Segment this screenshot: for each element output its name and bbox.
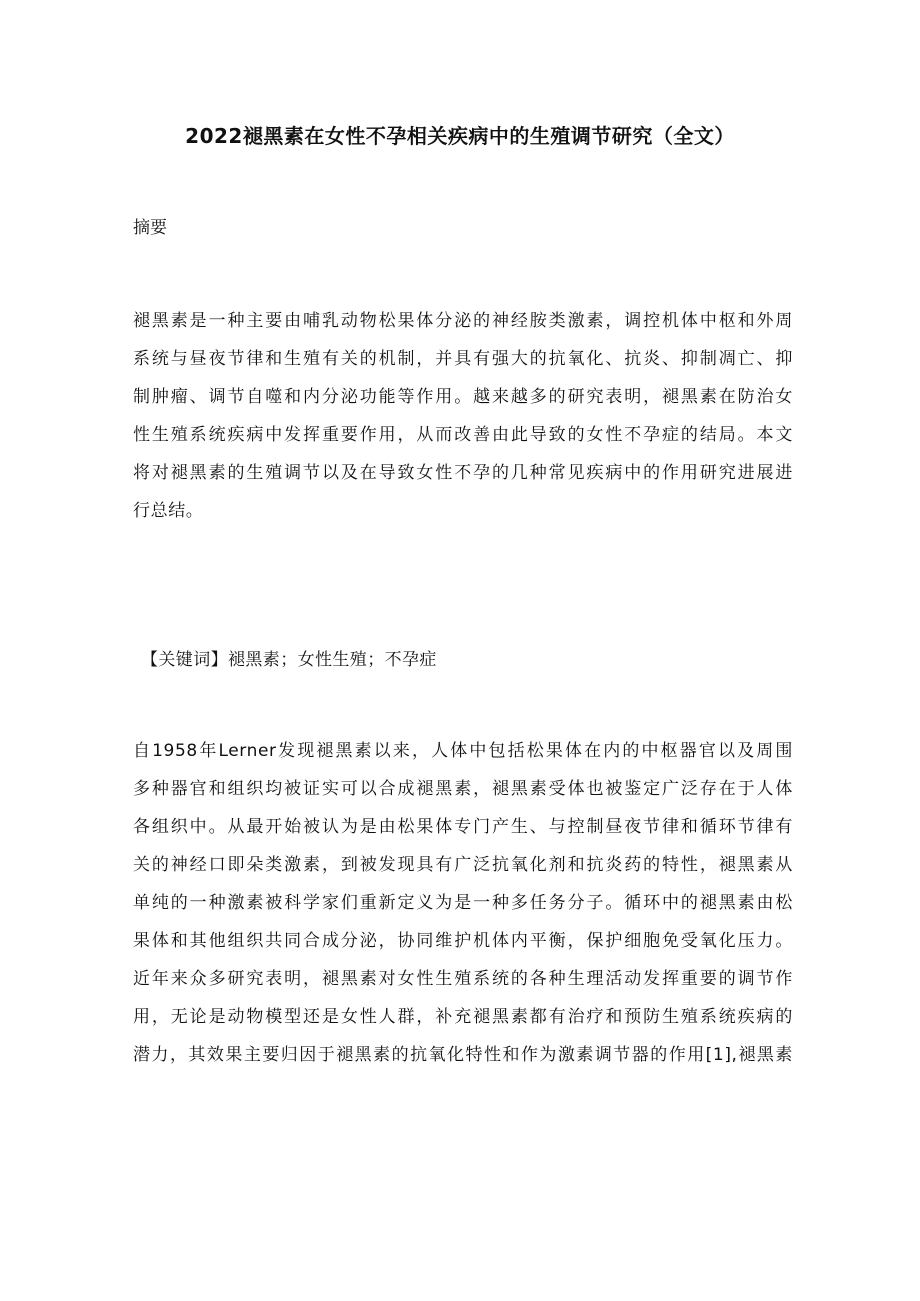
body-paragraph bbox=[133, 732, 793, 1074]
abstract-line: 制肿瘤、调节自噬和内分泌功能等作用。越来越多的研究表明，褪黑素在防治女 bbox=[133, 387, 793, 407]
abstract-heading: 摘要 bbox=[133, 218, 167, 238]
body-line: 单纯的一种激素被科学家们重新定义为是一种多任务分子。循环中的褪黑素由松 bbox=[133, 893, 793, 913]
body-line: 自1958年Lerner发现褪黑素以来，人体中包括松果体在内的中枢器官以及周围 bbox=[133, 741, 793, 761]
abstract-line: 性生殖系统疾病中发挥重要作用，从而改善由此导致的女性不孕症的结局。本文 bbox=[133, 425, 793, 445]
abstract-line: 将对褪黑素的生殖调节以及在导致女性不孕的几种常见疾病中的作用研究进展进 bbox=[133, 463, 793, 483]
abstract-line: 行总结。 bbox=[133, 501, 204, 521]
body-line: 用，无论是动物模型还是女性人群，补充褪黑素都有治疗和预防生殖系统疾病的 bbox=[133, 1007, 793, 1027]
body-line: 近年来众多研究表明，褪黑素对女性生殖系统的各种生理活动发挥重要的调节作 bbox=[133, 969, 793, 989]
abstract-line: 系统与昼夜节律和生殖有关的机制，并具有强大的抗氧化、抗炎、抑制凋亡、抑 bbox=[133, 349, 793, 369]
body-line: 果体和其他组织共同合成分泌，协同维护机体内平衡，保护细胞免受氧化压力。 bbox=[133, 931, 793, 951]
body-line: 各组织中。从最开始被认为是由松果体专门产生、与控制昼夜节律和循环节律有 bbox=[133, 817, 793, 837]
body-line: 多种器官和组织均被证实可以合成褪黑素，褪黑素受体也被鉴定广泛存在于人体 bbox=[133, 779, 793, 799]
abstract-line: 褪黑素是一种主要由哺乳动物松果体分泌的神经胺类激素，调控机体中枢和外周 bbox=[133, 311, 793, 331]
abstract-paragraph bbox=[133, 302, 793, 530]
body-line: 潜力，其效果主要归因于褪黑素的抗氧化特性和作为激素调节器的作用[1],褪黑素 bbox=[133, 1045, 793, 1065]
document-title: 2022褪黑素在女性不孕相关疾病中的生殖调节研究（全文） bbox=[185, 124, 735, 148]
body-line: 关的神经口即朵类激素，到被发现具有广泛抗氧化剂和抗炎药的特性，褪黑素从 bbox=[133, 855, 793, 875]
keywords-line: 【关键词】褪黑素；女性生殖；不孕症 bbox=[141, 650, 437, 670]
